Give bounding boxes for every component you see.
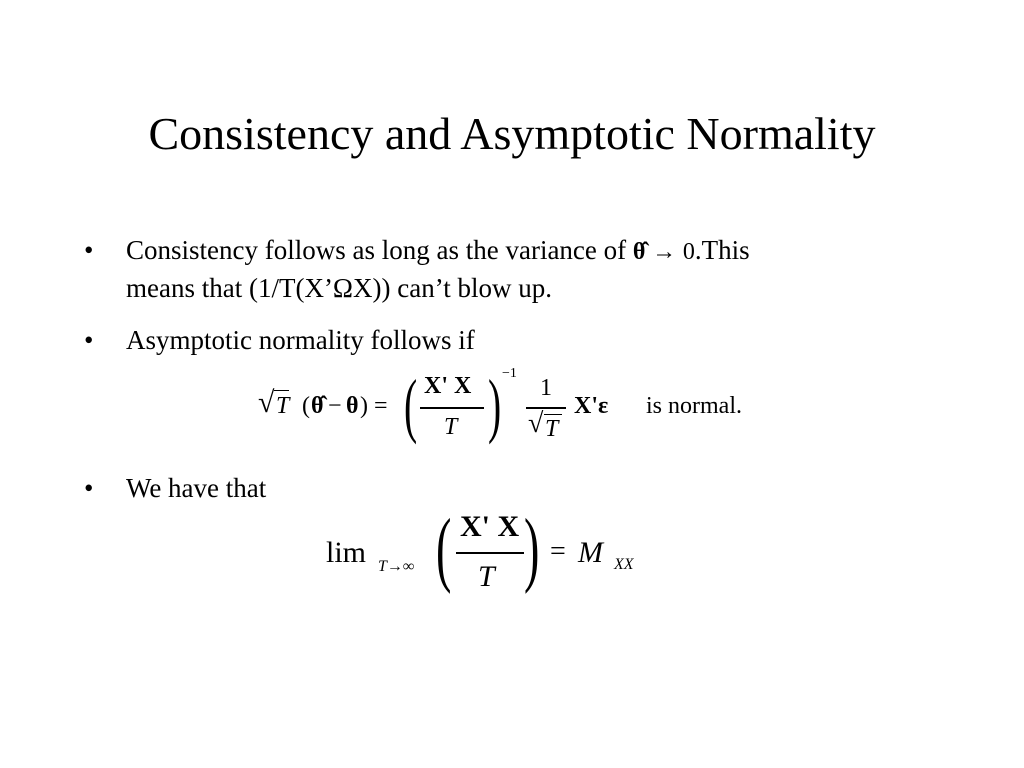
M-symbol: M <box>578 536 603 569</box>
theta-hat-symbol: θ̂ <box>311 393 324 419</box>
bullet-dot: • <box>84 235 94 265</box>
equation-asymptotic-normality <box>258 366 778 452</box>
bullet-text <box>126 232 750 306</box>
theta-hat-symbol: θ̂ <box>632 239 646 265</box>
paren-open: ( <box>302 393 310 419</box>
bullet-line1-prefix: Consistency follows as long as the variance of <box>126 235 633 265</box>
bullet-line1-suffix: .This <box>694 235 750 265</box>
bullet-line2: means that (1/T(X’ΩX)) can’t blow up. <box>126 273 552 303</box>
big-paren-open: ( <box>404 365 418 445</box>
big-paren-open: ( <box>436 502 452 595</box>
bullet-text: Asymptotic normality follows if <box>126 325 475 355</box>
equation-limit <box>326 502 656 602</box>
fraction-bar <box>456 552 524 554</box>
fraction2-numerator: 1 <box>540 375 552 401</box>
exponent-minus-one: −1 <box>502 366 517 381</box>
bullet-dot: • <box>84 325 94 355</box>
zero-symbol: 0 <box>682 239 695 265</box>
denominator-T: T <box>478 560 495 593</box>
paren-close: ) <box>360 393 368 419</box>
bullet-text: We have that <box>126 473 267 503</box>
tail-X-epsilon: X'ε <box>574 393 609 419</box>
numerator-XX: X' X <box>424 373 472 399</box>
slide-title: Consistency and Asymptotic Normality <box>148 108 876 159</box>
fraction2-sqrt: √ <box>528 408 544 439</box>
bullet-dot: • <box>84 473 94 503</box>
big-paren-close: ) <box>524 502 540 595</box>
equals-symbol: = <box>374 393 388 419</box>
sqrt-symbol: √ <box>258 386 275 419</box>
denominator-T: T <box>444 414 458 440</box>
equals-symbol: = <box>550 536 566 567</box>
is-normal-text: is normal. <box>646 393 742 419</box>
T-symbol: T <box>276 393 290 419</box>
numerator-XX: X' X <box>460 510 520 543</box>
arrow-symbol: → <box>652 239 677 265</box>
lim-text: lim <box>326 536 367 569</box>
minus-symbol: − <box>328 393 342 419</box>
fraction2-sqrt-overline <box>544 414 562 415</box>
fraction2-denominator-T: T <box>545 416 559 442</box>
M-subscript: XX <box>614 556 634 573</box>
fraction-bar <box>420 407 484 409</box>
big-paren-close: ) <box>488 365 502 445</box>
lim-subscript: T→∞ <box>378 558 415 575</box>
sqrt-overline <box>274 390 289 391</box>
theta-symbol: θ <box>346 393 359 419</box>
